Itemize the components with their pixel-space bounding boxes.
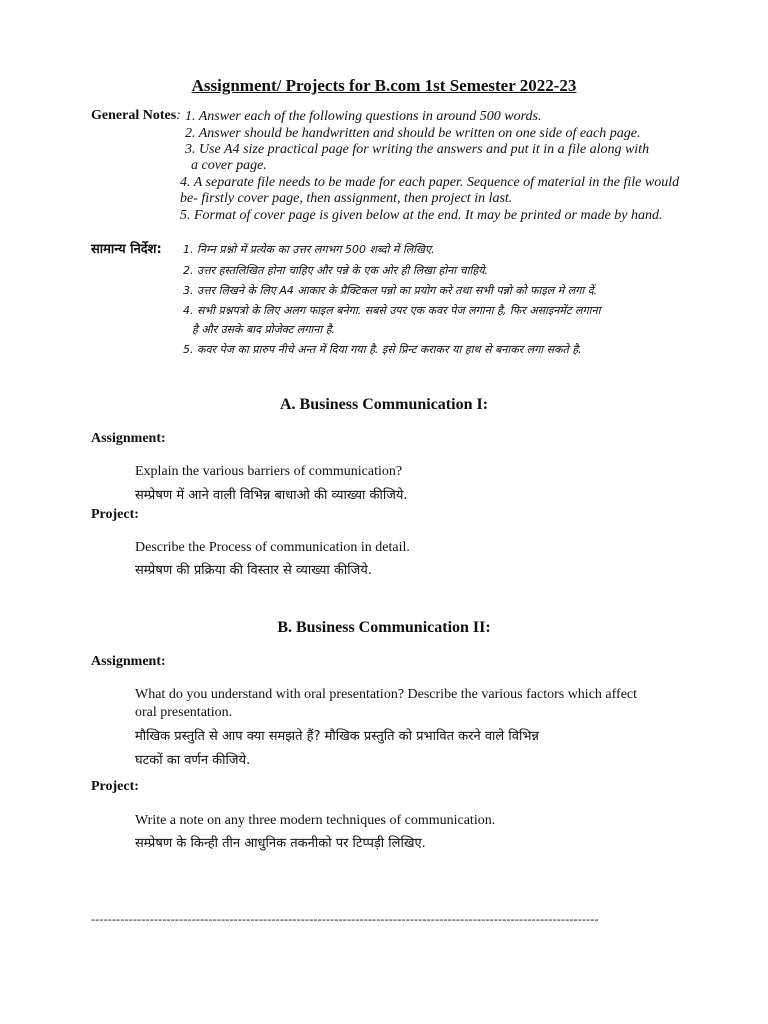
- project-question-a-hi: सम्प्रेषण की प्रक्रिया की विस्तार से व्याख्या कीजिये.: [135, 563, 372, 578]
- project-label-a: Project:: [91, 507, 139, 522]
- section-heading-b: B. Business Communication II:: [277, 619, 491, 636]
- hindi-note-4: 4. सभी प्रश्नपत्रो के लिए अलग फाइल बनेगा. सबसे उपर एक कवर पेज लगाना है, फिर असाइनमेंट लगाना: [183, 304, 601, 317]
- general-note-4: 4. A separate file needs to be made for each paper. Sequence of material in the file would: [180, 175, 680, 190]
- page-title: Assignment/ Projects for B.com 1st Semester 2022-23: [191, 76, 577, 95]
- project-question-a-en: Describe the Process of communication in detail.: [135, 540, 410, 555]
- general-note-2: 2. Answer should be handwritten and should be written on one side of each page.: [185, 126, 641, 141]
- hindi-note-1: 1. निम्न प्रश्नो में प्रत्येक का उत्तर लगभग 500 शब्दो में लिखिए.: [183, 243, 435, 256]
- project-question-b-hi: सम्प्रेषण के किन्ही तीन आधुनिक तकनीको पर टिप्पड़ी लिखिए.: [135, 836, 426, 851]
- general-note-5: 5. Format of cover page is given below at the end. It may be printed or made by hand.: [180, 208, 663, 223]
- hindi-note-2: 2. उत्तर हस्तलिखित होना चाहिए और पन्ने के एक ओर ही लिखा होना चाहिये.: [183, 264, 489, 277]
- general-note-1: 1. Answer each of the following questions in around 500 words.: [185, 109, 542, 124]
- project-label-b: Project:: [91, 779, 139, 794]
- hindi-note-5: 5. कवर पेज का प्रारुप नीचे अन्त में दिया गया है. इसे प्रिन्ट कराकर या हाथ से बनाकर लगा सकते है.: [183, 343, 582, 356]
- assignment-question-b-en-1: What do you understand with oral presentation? Describe the various factors which affect: [135, 687, 638, 702]
- section-heading-a: A. Business Communication I:: [279, 396, 489, 413]
- assignment-label-b: Assignment:: [91, 654, 166, 669]
- general-notes-label-text: General Notes: [91, 108, 177, 123]
- general-note-3-cont: a cover page.: [191, 158, 267, 173]
- assignment-question-a-en: Explain the various barriers of communication?: [135, 464, 403, 479]
- assignment-question-b-hi-1: मौखिक प्रस्तुति से आप क्या समझते हैं? मौखिक प्रस्तुति को प्रभावित करने वाले विभिन्न: [135, 729, 539, 744]
- general-note-3: 3. Use A4 size practical page for writing the answers and put it in a file along with: [185, 142, 650, 157]
- project-question-b-en: Write a note on any three modern techniques of communication.: [135, 813, 496, 828]
- assignment-question-a-hi: सम्प्रेषण में आने वाली विभिन्न बाधाओ की व्याख्या कीजिये.: [135, 488, 408, 503]
- assignment-label-a: Assignment:: [91, 431, 166, 446]
- hindi-note-4-cont: है और उसके बाद प्रोजेक्ट लगाना है.: [192, 323, 336, 336]
- hindi-note-3: 3. उत्तर लिखने के लिए A4 आकार के प्रैक्टिकल पन्नो का प्रयोग करे तथा सभी पन्नो को फाइल मे लगा दें.: [183, 284, 598, 297]
- assignment-question-b-en-2: oral presentation.: [135, 705, 233, 720]
- assignment-question-b-hi-2: घटकों का वर्णन कीजिये.: [135, 753, 251, 768]
- dashed-divider: -------------------------------------------------------------------------------------------------------------------------: [91, 912, 599, 926]
- general-notes-colon: :: [176, 108, 181, 123]
- hindi-notes-label: सामान्य निर्देश:: [91, 242, 162, 257]
- general-note-4-cont: be- firstly cover page, then assignment, then project in last.: [180, 191, 513, 206]
- general-notes-label: [91, 108, 181, 124]
